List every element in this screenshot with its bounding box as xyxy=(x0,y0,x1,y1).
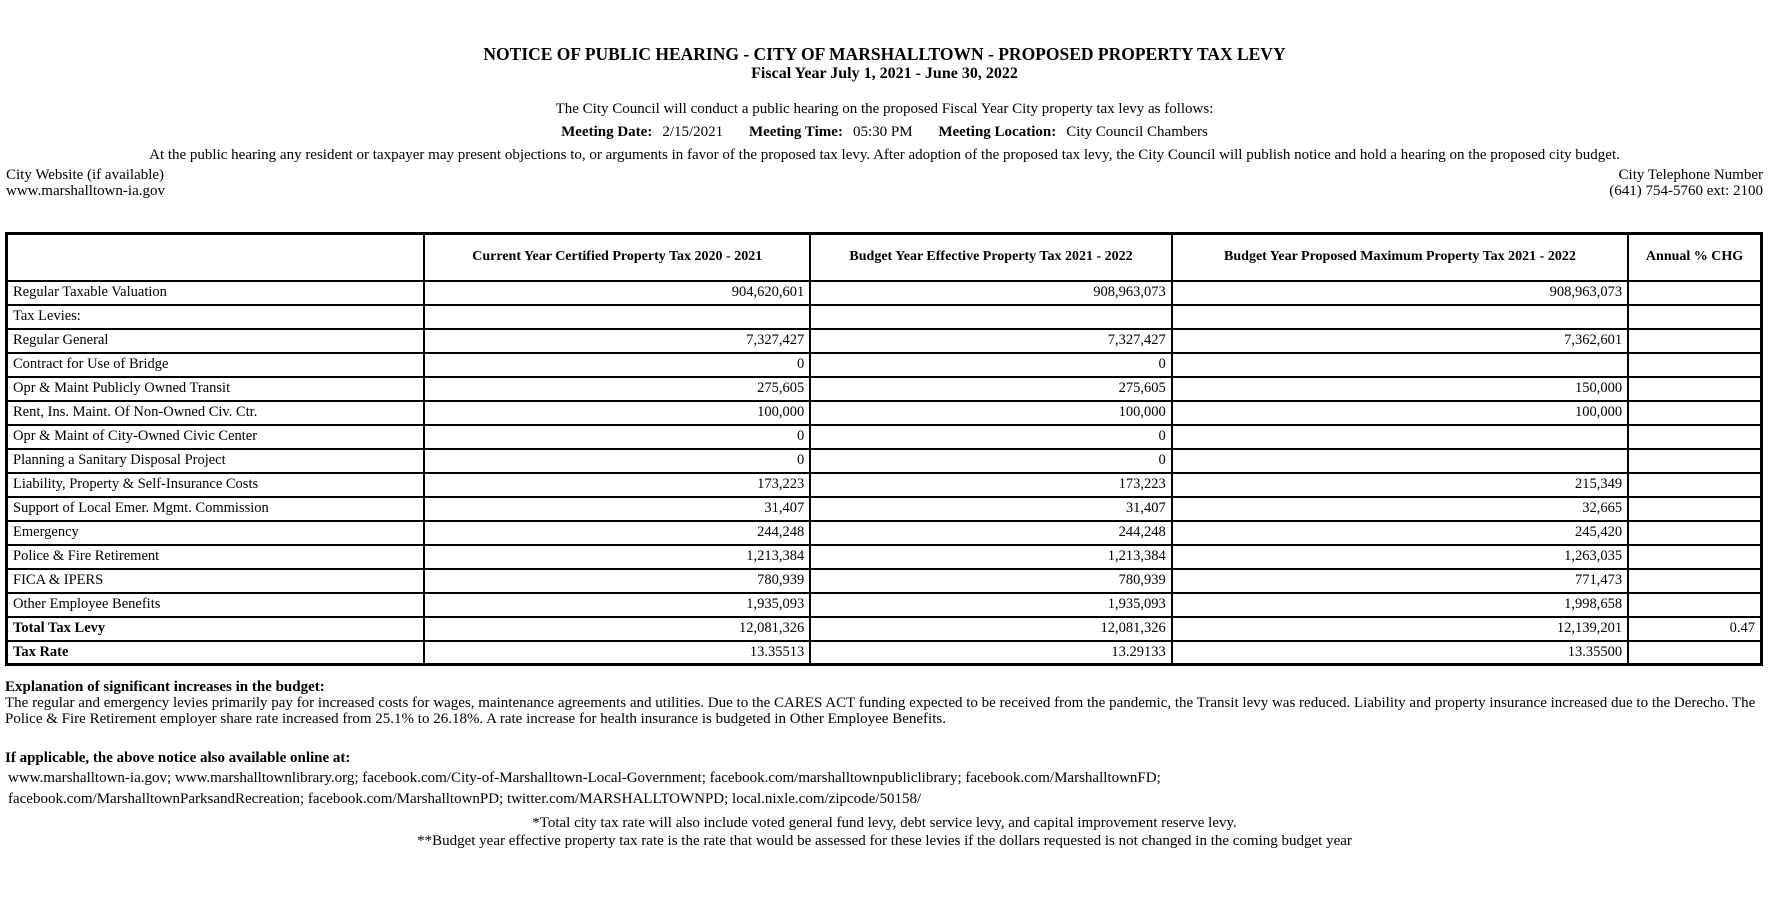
levy-effective-value: 100,000 xyxy=(810,401,1172,425)
hearing-paragraph: At the public hearing any resident or taxpayer may present objections to, or arguments in favor of the proposed tax levy. After adoption of the proposed tax levy, the City Council will publish notice and hold a hearing on the proposed city budget. xyxy=(149,147,1620,163)
levy-current-value: 1,935,093 xyxy=(424,593,810,617)
levy-proposed-value: 1,263,035 xyxy=(1172,545,1628,569)
levy-current-value: 13.35513 xyxy=(424,641,810,665)
table-row xyxy=(7,521,1762,545)
levy-chg-value xyxy=(1628,425,1761,449)
footnote-effective-rate: **Budget year effective property tax rate is the rate that would be assessed for these levies if the dollars requested is not changed in the coming budget year xyxy=(417,833,1352,849)
header-proposed-max: Budget Year Proposed Maximum Property Tax 2021 - 2022 xyxy=(1172,234,1628,281)
footnote-total-tax-rate: *Total city tax rate will also include voted general fund levy, debt service levy, and capital improvement reserve levy. xyxy=(532,815,1237,831)
levy-current-value: 0 xyxy=(424,353,810,377)
levy-proposed-value: 13.35500 xyxy=(1172,641,1628,665)
levy-chg-value xyxy=(1628,401,1761,425)
levy-row-label: Regular General xyxy=(7,329,425,353)
levy-row-label: FICA & IPERS xyxy=(7,569,425,593)
levy-row-label: Rent, Ins. Maint. Of Non-Owned Civ. Ctr. xyxy=(7,401,425,425)
levy-chg-value xyxy=(1628,353,1761,377)
levy-current-value: 100,000 xyxy=(424,401,810,425)
levy-table-body xyxy=(7,281,1762,665)
table-row xyxy=(7,545,1762,569)
online-links-line-2: facebook.com/MarshalltownParksandRecreation; facebook.com/MarshalltownPD; twitter.com/MARSHALLTOWNPD; local.nixle.com/zipcode/50158/ xyxy=(8,791,922,807)
levy-current-value: 7,327,427 xyxy=(424,329,810,353)
levy-current-value: 0 xyxy=(424,449,810,473)
header-annual-chg: Annual % CHG xyxy=(1628,234,1761,281)
levy-chg-value xyxy=(1628,473,1761,497)
levy-chg-value xyxy=(1628,497,1761,521)
levy-proposed-value: 7,362,601 xyxy=(1172,329,1628,353)
table-row xyxy=(7,449,1762,473)
levy-row-label: Planning a Sanitary Disposal Project xyxy=(7,449,425,473)
levy-chg-value xyxy=(1628,641,1761,665)
meeting-date-value: 2/15/2021 xyxy=(662,124,724,140)
levy-proposed-value: 32,665 xyxy=(1172,497,1628,521)
online-links-line-1: www.marshalltown-ia.gov; www.marshalltownlibrary.org; facebook.com/City-of-Marshalltown-Local-Government; facebook.com/marshalltownpubliclibrary; facebook.com/MarshalltownFD; xyxy=(8,770,1161,786)
levy-proposed-value: 908,963,073 xyxy=(1172,281,1628,305)
levy-proposed-value: 245,420 xyxy=(1172,521,1628,545)
levy-proposed-value: 12,139,201 xyxy=(1172,617,1628,641)
city-website-url: www.marshalltown-ia.gov xyxy=(6,183,165,199)
levy-effective-value: 0 xyxy=(810,449,1172,473)
table-row xyxy=(7,401,1762,425)
meeting-details-line xyxy=(0,124,1769,141)
levy-proposed-value: 771,473 xyxy=(1172,569,1628,593)
fiscal-year-subtitle: Fiscal Year July 1, 2021 - June 30, 2022 xyxy=(751,65,1018,82)
levy-effective-value: 244,248 xyxy=(810,521,1172,545)
city-phone-label: City Telephone Number xyxy=(1618,167,1763,183)
city-website-block xyxy=(6,167,165,199)
levy-effective-value: 1,213,384 xyxy=(810,545,1172,569)
levy-proposed-value: 1,998,658 xyxy=(1172,593,1628,617)
levy-effective-value xyxy=(810,305,1172,329)
levy-effective-value: 0 xyxy=(810,425,1172,449)
levy-proposed-value xyxy=(1172,449,1628,473)
levy-effective-value: 0 xyxy=(810,353,1172,377)
levy-chg-value xyxy=(1628,377,1761,401)
levy-current-value: 31,407 xyxy=(424,497,810,521)
city-phone-block xyxy=(1609,167,1763,199)
table-row xyxy=(7,641,1762,665)
table-row xyxy=(7,425,1762,449)
levy-row-label: Opr & Maint of City-Owned Civic Center xyxy=(7,425,425,449)
levy-chg-value xyxy=(1628,305,1761,329)
levy-chg-value xyxy=(1628,521,1761,545)
hearing-intro-text: The City Council will conduct a public hearing on the proposed Fiscal Year City property tax levy as follows: xyxy=(555,101,1214,117)
levy-effective-value: 7,327,427 xyxy=(810,329,1172,353)
levy-proposed-value xyxy=(1172,305,1628,329)
levy-chg-value xyxy=(1628,329,1761,353)
levy-effective-value: 908,963,073 xyxy=(810,281,1172,305)
levy-chg-value xyxy=(1628,545,1761,569)
levy-current-value: 1,213,384 xyxy=(424,545,810,569)
city-phone-number: (641) 754-5760 ext: 2100 xyxy=(1609,183,1763,199)
city-website-label: City Website (if available) xyxy=(6,167,165,183)
levy-chg-value: 0.47 xyxy=(1628,617,1761,641)
levy-row-label: Opr & Maint Publicly Owned Transit xyxy=(7,377,425,401)
table-row xyxy=(7,497,1762,521)
meeting-time-value: 05:30 PM xyxy=(852,124,913,140)
meeting-time-label: Meeting Time: xyxy=(748,124,843,140)
contact-row xyxy=(0,167,1769,199)
table-header-row xyxy=(7,234,1762,281)
levy-chg-value xyxy=(1628,281,1761,305)
table-row xyxy=(7,473,1762,497)
table-row xyxy=(7,569,1762,593)
levy-row-label: Other Employee Benefits xyxy=(7,593,425,617)
levy-effective-value: 173,223 xyxy=(810,473,1172,497)
levy-row-label: Tax Rate xyxy=(7,641,425,665)
meeting-date-label: Meeting Date: xyxy=(561,124,653,140)
levy-row-label: Contract for Use of Bridge xyxy=(7,353,425,377)
levy-proposed-value: 150,000 xyxy=(1172,377,1628,401)
levy-effective-value: 13.29133 xyxy=(810,641,1172,665)
levy-current-value: 904,620,601 xyxy=(424,281,810,305)
header-effective-year: Budget Year Effective Property Tax 2021 - 2022 xyxy=(810,234,1172,281)
header-current-year: Current Year Certified Property Tax 2020 - 2021 xyxy=(424,234,810,281)
page-title: NOTICE OF PUBLIC HEARING - CITY OF MARSHALLTOWN - PROPOSED PROPERTY TAX LEVY xyxy=(483,44,1286,64)
levy-row-label: Total Tax Levy xyxy=(7,617,425,641)
levy-chg-value xyxy=(1628,593,1761,617)
table-row xyxy=(7,377,1762,401)
levy-current-value: 173,223 xyxy=(424,473,810,497)
levy-chg-value xyxy=(1628,449,1761,473)
levy-row-label: Police & Fire Retirement xyxy=(7,545,425,569)
levy-proposed-value: 100,000 xyxy=(1172,401,1628,425)
levy-proposed-value xyxy=(1172,353,1628,377)
footnotes xyxy=(0,815,1769,849)
levy-effective-value: 1,935,093 xyxy=(810,593,1172,617)
levy-row-label: Regular Taxable Valuation xyxy=(7,281,425,305)
levy-effective-value: 275,605 xyxy=(810,377,1172,401)
levy-current-value: 0 xyxy=(424,425,810,449)
levy-row-label: Tax Levies: xyxy=(7,305,425,329)
levy-row-label: Liability, Property & Self-Insurance Costs xyxy=(7,473,425,497)
table-row xyxy=(7,281,1762,305)
meeting-location-value: City Council Chambers xyxy=(1066,124,1208,140)
levy-effective-value: 12,081,326 xyxy=(810,617,1172,641)
levy-current-value: 244,248 xyxy=(424,521,810,545)
levy-current-value: 12,081,326 xyxy=(424,617,810,641)
table-row xyxy=(7,617,1762,641)
meeting-location-label: Meeting Location: xyxy=(938,124,1057,140)
levy-current-value: 780,939 xyxy=(424,569,810,593)
online-availability-heading: If applicable, the above notice also available online at: xyxy=(5,750,351,766)
levy-current-value xyxy=(424,305,810,329)
levy-row-label: Support of Local Emer. Mgmt. Commission xyxy=(7,497,425,521)
levy-current-value: 275,605 xyxy=(424,377,810,401)
levy-effective-value: 780,939 xyxy=(810,569,1172,593)
levy-proposed-value xyxy=(1172,425,1628,449)
table-row xyxy=(7,305,1762,329)
explanation-heading: Explanation of significant increases in the budget: xyxy=(5,679,325,695)
table-row xyxy=(7,593,1762,617)
property-tax-levy-table xyxy=(5,232,1763,666)
levy-row-label: Emergency xyxy=(7,521,425,545)
table-row xyxy=(7,353,1762,377)
explanation-body: The regular and emergency levies primarily pay for increased costs for wages, maintenance agreements and utilities. Due to the CARES ACT funding expected to be received from the pandemic, the Transit levy was reduced. Liability and property insurance increased due to the Derecho. The Police & Fire Retirement employer share rate increased from 25.1% to 26.18%. A rate increase for health insurance is budgeted in Other Employee Benefits. xyxy=(5,695,1756,727)
table-row xyxy=(7,329,1762,353)
levy-chg-value xyxy=(1628,569,1761,593)
levy-proposed-value: 215,349 xyxy=(1172,473,1628,497)
levy-effective-value: 31,407 xyxy=(810,497,1172,521)
header-blank xyxy=(7,234,425,281)
